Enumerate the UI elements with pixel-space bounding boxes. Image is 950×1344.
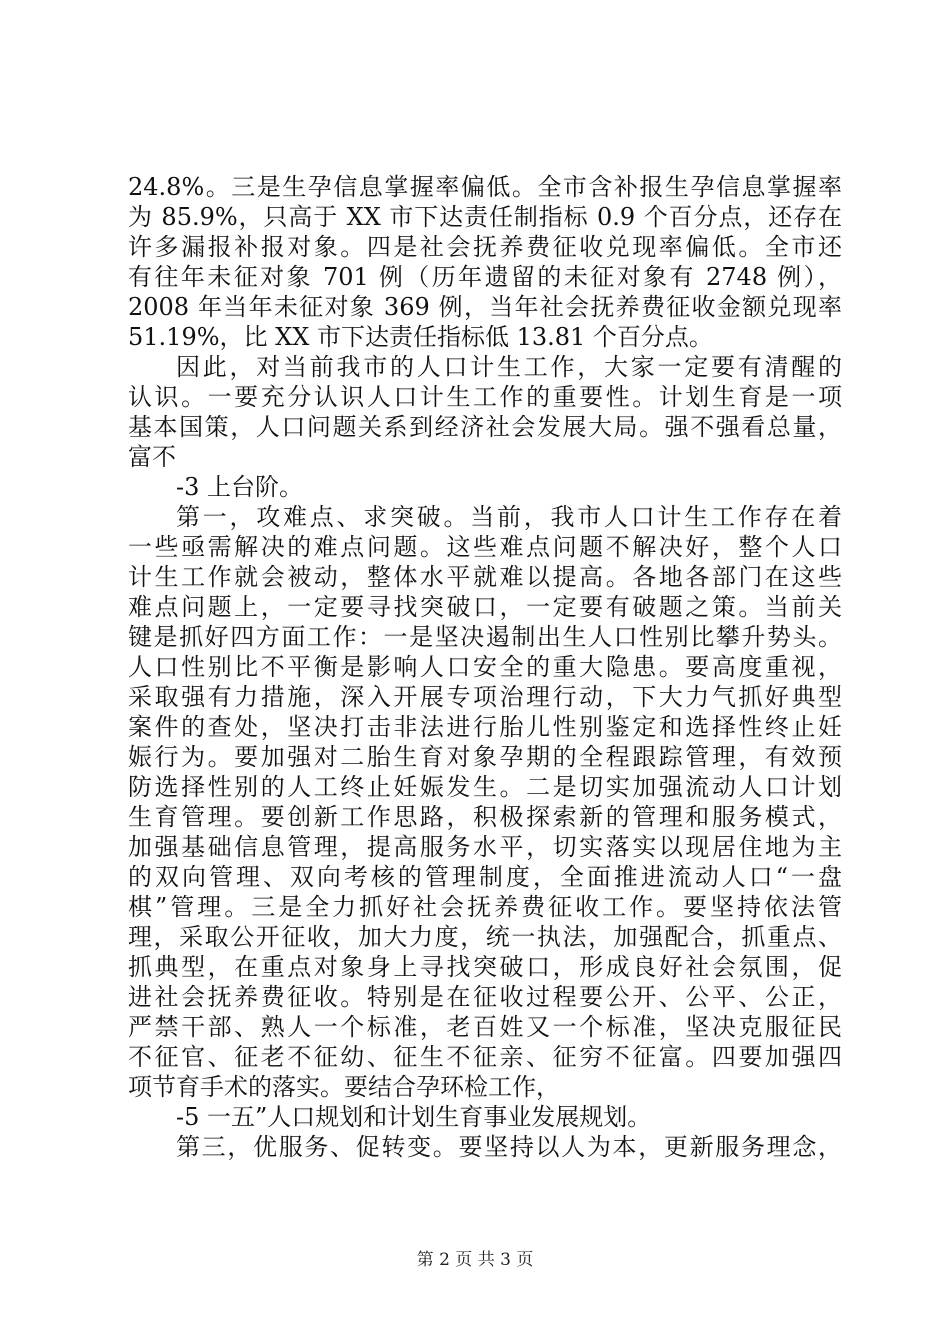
text-line: 不征官、征老不征幼、征生不征亲、征穷不征富。四要加强四 — [128, 1043, 842, 1071]
text-line: 为 85.9%，只高于 XX 市下达责任制指标 0.9 个百分点，还存在 — [128, 203, 842, 231]
text-line: 案件的查处，坚决打击非法进行胎儿性别鉴定和选择性终止妊 — [128, 713, 842, 741]
document-body — [128, 172, 842, 1162]
text-line: 计生工作就会被动，整体水平就难以提高。各地各部门在这些 — [128, 563, 842, 591]
text-line: 抓典型，在重点对象身上寻找突破口，形成良好社会氛围，促 — [128, 953, 842, 981]
text-line: 进社会抚养费征收。特别是在征收过程要公开、公平、公正， — [128, 983, 842, 1011]
text-line: 加强基础信息管理，提高服务水平，切实落实以现居住地为主 — [128, 833, 842, 861]
text-line: 理，采取公开征收，加大力度，统一执法，加强配合，抓重点、 — [128, 923, 842, 951]
text-line: 许多漏报补报对象。四是社会抚养费征收兑现率偏低。全市还 — [128, 233, 842, 261]
text-line: 第三，优服务、促转变。要坚持以人为本，更新服务理念， — [176, 1133, 842, 1161]
text-line: 第一，攻难点、求突破。当前，我市人口计生工作存在着 — [176, 503, 842, 531]
text-line: 键是抓好四方面工作：一是坚决遏制出生人口性别比攀升势头。 — [128, 623, 842, 651]
text-line: 采取强有力措施，深入开展专项治理行动，下大力气抓好典型 — [128, 683, 842, 711]
text-line: 2008 年当年未征对象 369 例，当年社会抚养费征收金额兑现率 — [128, 293, 842, 321]
text-line: 一些亟需解决的难点问题。这些难点问题不解决好，整个人口 — [128, 533, 842, 561]
text-line: 因此，对当前我市的人口计生工作，大家一定要有清醒的 — [176, 353, 842, 381]
text-line: 富不 — [128, 443, 176, 471]
text-line: -5 一五”人口规划和计划生育事业发展规划。 — [176, 1103, 652, 1131]
text-line: 棋”管理。三是全力抓好社会抚养费征收工作。要坚持依法管 — [128, 893, 842, 921]
text-line: 人口性别比不平衡是影响人口安全的重大隐患。要高度重视， — [128, 653, 842, 681]
text-line: 严禁干部、熟人一个标准，老百姓又一个标准，坚决克服征民 — [128, 1013, 842, 1041]
text-line: 娠行为。要加强对二胎生育对象孕期的全程跟踪管理，有效预 — [128, 743, 842, 771]
text-line: 有往年未征对象 701 例（历年遗留的未征对象有 2748 例）， — [128, 263, 842, 291]
text-line: 防选择性别的人工终止妊娠发生。二是切实加强流动人口计划 — [128, 773, 842, 801]
text-line: 难点问题上，一定要寻找突破口，一定要有破题之策。当前关 — [128, 593, 842, 621]
text-line: 51.19%，比 XX 市下达责任指标低 13.81 个百分点。 — [128, 323, 713, 351]
text-line: 认识。一要充分认识人口计生工作的重要性。计划生育是一项 — [128, 383, 842, 411]
text-line: 基本国策，人口问题关系到经济社会发展大局。强不强看总量， — [128, 413, 842, 441]
text-line: 的双向管理、双向考核的管理制度，全面推进流动人口“一盘 — [128, 863, 842, 891]
text-line: 项节育手术的落实。要结合孕环检工作， — [128, 1073, 560, 1101]
text-line: 生育管理。要创新工作思路，积极探索新的管理和服务模式， — [128, 803, 842, 831]
page-footer: 第 2 页 共 3 页 — [416, 1250, 534, 1270]
text-line: -3 上台阶。 — [176, 473, 304, 501]
text-line: 24.8%。三是生孕信息掌握率偏低。全市含补报生孕信息掌握率 — [128, 173, 842, 201]
